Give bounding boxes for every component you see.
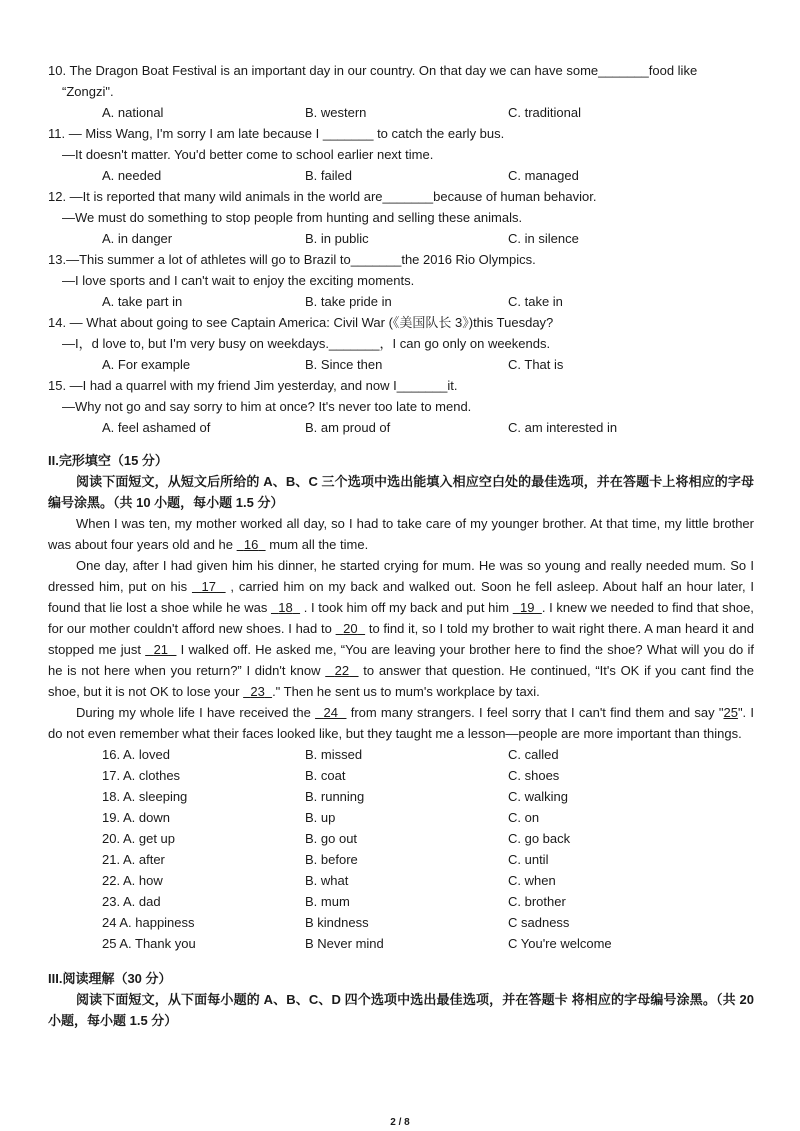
cloze-option-row [48,744,754,765]
option-a: A. For example [102,357,191,372]
option-b: B. Since then [305,357,383,372]
cloze-option-row [48,849,754,870]
option-a: 25 A. Thank you [102,936,196,951]
option-b: B. running [305,789,365,804]
option-c: C. That is [508,357,564,372]
cloze-option-row [48,933,754,954]
passage-text: , carried him on my back and walked out. Soon he fell asleep. About half an hour later, I found that lie lost a shoe while he was [48,579,754,615]
passage-text: During my whole life I have received the [76,705,311,720]
option-a: 19. A. down [102,810,170,825]
option-a: A. in danger [102,231,173,246]
options-row [48,291,754,312]
cloze-instructions: 阅读下面短文，从短文后所给的 A、B、C 三个选项中选出能填入相应空白处的最佳选项，并在答题卡上将相应的字母编号涂黑。（共 10 小题，每小题 1.5 分） [48,474,754,510]
blank-18: 18 [278,600,293,615]
section-heading-cloze: II.完形填空（15 分） [48,453,168,468]
mc-question-15 [48,375,754,438]
option-c: C sadness [508,915,570,930]
option-a: 17. A. clothes [102,768,181,783]
question-stem: 12. —It is reported that many wild animals in the world are_______because of human behavior. [48,189,597,204]
passage-paragraph-2 [48,555,754,702]
option-a: A. needed [102,168,162,183]
question-response: —Why not go and say sorry to him at once? It's never too late to mend. [62,399,472,414]
option-a: A. feel ashamed of [102,420,211,435]
options-row [48,354,754,375]
option-c: C. take in [508,294,563,309]
cloze-option-row [48,912,754,933]
cloze-option-row [48,828,754,849]
passage-text: When I was ten, my mother worked all day, so I had to take care of my younger brother. At that time, my little brother was about four years old and he [48,516,754,552]
question-response: —I love sports and I can't wait to enjoy the exciting moments. [62,273,415,288]
passage-text: mum all the time. [269,537,369,552]
blank-20: 20 [343,621,358,636]
option-b: B. in public [305,231,369,246]
option-c: C. until [508,852,549,867]
option-a: 18. A. sleeping [102,789,188,804]
passage-text: . I took him off my back and put him [303,600,510,615]
option-b: B Never mind [305,936,384,951]
question-stem: 10. The Dragon Boat Festival is an important day in our country. On that day we can have some_______food like [48,63,698,78]
option-a: 24 A. happiness [102,915,195,930]
mc-question-14 [48,312,754,375]
passage-paragraph-3 [48,702,754,744]
option-a: 22. A. how [102,873,163,888]
option-b: B. failed [305,168,352,183]
option-a: 21. A. after [102,852,165,867]
option-c: C. am interested in [508,420,618,435]
option-b: B. what [305,873,349,888]
options-row [48,102,754,123]
option-c: C. when [508,873,556,888]
options-row [48,228,754,249]
question-stem: 13.—This summer a lot of athletes will go to Brazil to_______the 2016 Rio Olympics. [48,252,536,267]
option-b: B. take pride in [305,294,392,309]
cloze-options [48,744,754,954]
passage-text: to find it, so I told my brother to wait right there. A man heard it and stopped me just [48,621,754,657]
reading-instructions: 阅读下面短文，从下面每小题的 A、B、C、D 四个选项中选出最佳选项，并在答题卡 将相应的字母编号涂黑。（共 20 小题，每小题 1.5 分） [48,992,754,1028]
section-heading-reading: III.阅读理解（30 分） [48,971,172,986]
option-a: 23. A. dad [102,894,161,909]
option-c: C. traditional [508,105,581,120]
question-stem: 11. — Miss Wang, I'm sorry I am late because I _______ to catch the early bus. [48,126,505,141]
option-c: C. brother [508,894,566,909]
mc-question-13 [48,249,754,312]
passage-text: I walked off. He asked me, “You are leaving your brother here to find the shoe? What will you do if he is not here when you return?” I didn't know [48,642,754,678]
options-row [48,417,754,438]
question-response: —I，d love to, but I'm very busy on weekdays._______，I can go only on weekends. [62,336,551,351]
passage-text: . I knew we needed to find that shoe, for our mother couldn't afford new shoes. I had to [48,600,754,636]
passage-text: from many strangers. I feel sorry that I can't find them and say " [350,705,724,720]
passage-text: One day, after I had given him his dinner, he started crying for mum. He was so young and really needed mum. So I dressed him, put on his [48,558,754,594]
option-c: C. walking [508,789,568,804]
passage-paragraph-1 [48,513,754,555]
cloze-option-row [48,807,754,828]
option-b: B. up [305,810,336,825]
blank-19: 19 [520,600,535,615]
question-stem: 15. —I had a quarrel with my friend Jim yesterday, and now I_______it. [48,378,458,393]
question-stem: 14. — What about going to see Captain America: Civil War (《美国队长 3》)this Tuesday? [48,315,554,330]
option-b: B. western [305,105,367,120]
option-b: B. mum [305,894,350,909]
question-response: —It doesn't matter. You'd better come to school earlier next time. [62,147,434,162]
blank-21: 21 [153,642,169,657]
option-c: C. on [508,810,540,825]
blank-23: 23 [250,684,265,699]
mc-question-12 [48,186,754,249]
option-b: B. missed [305,747,363,762]
question-response: —We must do something to stop people from hunting and selling these animals. [62,210,523,225]
option-c: C. shoes [508,768,560,783]
passage-text: ." Then he sent us to mum's workplace by taxi. [272,684,540,699]
options-row [48,165,754,186]
option-a: A. take part in [102,294,183,309]
blank-25: 25 [723,705,738,720]
mc-question-10 [48,60,754,123]
option-b: B kindness [305,915,369,930]
option-c: C. managed [508,168,579,183]
blank-16: 16 [243,537,259,552]
exam-page [48,60,754,1031]
passage-text: ". I do not even remember what their faces looked like, but they taught me a lesson—people are more important than things. [48,705,755,741]
option-a: 16. A. loved [102,747,170,762]
cloze-option-row [48,786,754,807]
question-stem-continued: “Zongzi". [62,84,114,99]
blank-22: 22 [334,663,350,678]
blank-24: 24 [323,705,338,720]
option-c: C You're welcome [508,936,612,951]
cloze-option-row [48,891,754,912]
cloze-option-row [48,870,754,891]
option-b: B. before [305,852,358,867]
option-b: B. go out [305,831,358,846]
blank-17: 17 [201,579,217,594]
page-number: 2 / 8 [390,1117,410,1128]
cloze-option-row [48,765,754,786]
option-c: C. in silence [508,231,579,246]
option-b: B. coat [305,768,346,783]
passage-text: to answer that question. He continued, “It's OK if you cant find the shoe, but it is not OK to lose your [48,663,754,699]
option-a: A. national [102,105,164,120]
option-b: B. am proud of [305,420,391,435]
mc-question-11 [48,123,754,186]
option-a: 20. A. get up [102,831,176,846]
option-c: C. called [508,747,559,762]
option-c: C. go back [508,831,571,846]
